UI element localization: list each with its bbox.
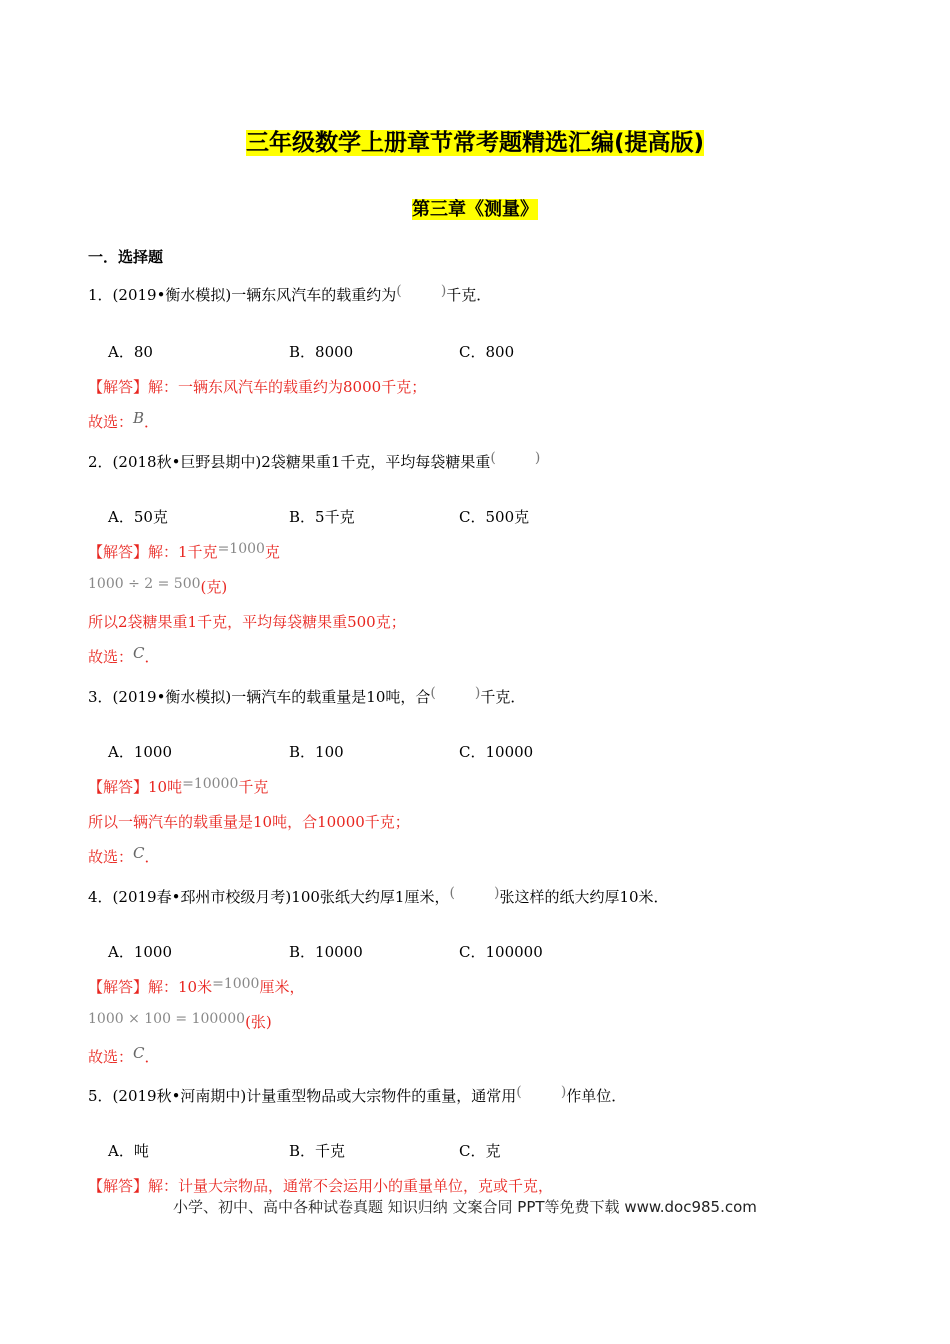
question-2-option-a: A．50克 — [108, 508, 168, 526]
question-5-option-b: B．千克 — [289, 1142, 346, 1160]
answer-blank: ( ) — [490, 450, 541, 466]
question-5-answer: 【解答】解：计量大宗物品，通常不会运用小的重量单位，克或千克， — [88, 1177, 554, 1195]
question-3-option-a: A．1000 — [108, 743, 173, 761]
answer-blank: ( ) — [396, 283, 447, 299]
question-4-option-b: B．10000 — [289, 943, 363, 961]
section-heading: 一．选择题 — [88, 248, 164, 266]
question-1-option-c: C．800 — [459, 343, 515, 361]
question-2-choice: 故选：C． — [88, 644, 160, 666]
document-title: 三年级数学上册章节常考题精选汇编(提高版) — [245, 130, 705, 156]
answer-blank: ( ) — [516, 1084, 567, 1100]
question-2-option-b: B．5千克 — [289, 508, 355, 526]
question-2-conclusion: 所以2袋糖果重1千克，平均每袋糖果重500克； — [88, 613, 406, 631]
question-4-answer: 【解答】解：10米=1000厘米， — [88, 976, 305, 996]
question-1-choice: 故选：B． — [88, 409, 160, 431]
question-5-option-c: C．克 — [459, 1142, 501, 1160]
question-4-option-c: C．100000 — [459, 943, 543, 961]
question-4-calc: 1000 × 100 = 100000(张) — [88, 1011, 272, 1031]
answer-blank: ( ) — [430, 685, 481, 701]
question-3-choice: 故选：C． — [88, 844, 160, 866]
answer-blank: ( ) — [449, 885, 500, 901]
question-4-option-a: A．1000 — [108, 943, 173, 961]
question-4-choice: 故选：C． — [88, 1044, 160, 1066]
question-2-option-c: C．500克 — [459, 508, 530, 526]
question-2-answer: 【解答】解：1千克=1000克 — [88, 541, 280, 561]
question-3-answer: 【解答】10吨=10000千克 — [88, 776, 269, 796]
question-1-option-b: B．8000 — [289, 343, 354, 361]
footer-watermark: 小学、初中、高中各种试卷真题 知识归纳 文案合同 PPT等免费下载 www.doc985.com — [173, 1198, 757, 1216]
question-2-calc: 1000 ÷ 2 = 500(克) — [88, 576, 228, 596]
question-3-stem: 3．(2019•衡水模拟)一辆汽车的载重量是10吨，合( ) 千克． — [88, 685, 526, 706]
question-3-conclusion: 所以一辆汽车的载重量是10吨，合10000千克； — [88, 813, 410, 831]
question-3-option-b: B．100 — [289, 743, 344, 761]
question-3-option-c: C．10000 — [459, 743, 534, 761]
chapter-title: 第三章《测量》 — [412, 199, 538, 220]
question-1-option-a: A．80 — [108, 343, 153, 361]
question-5-stem: 5．(2019秋•河南期中)计量重型物品或大宗物件的重量，通常用( ) 作单位． — [88, 1084, 627, 1105]
question-2-stem: 2．(2018秋•巨野县期中)2袋糖果重1千克，平均每袋糖果重( ) — [88, 450, 541, 471]
question-1-stem: 1．(2019•衡水模拟)一辆东风汽车的载重约为( ) 千克． — [88, 283, 492, 304]
question-4-stem: 4．(2019春•邳州市校级月考)100张纸大约厚1厘米，( ) 张这样的纸大约厚10米． — [88, 885, 669, 906]
question-1-answer: 【解答】解：一辆东风汽车的载重约为8000千克； — [88, 378, 427, 396]
question-5-option-a: A．吨 — [108, 1142, 149, 1160]
